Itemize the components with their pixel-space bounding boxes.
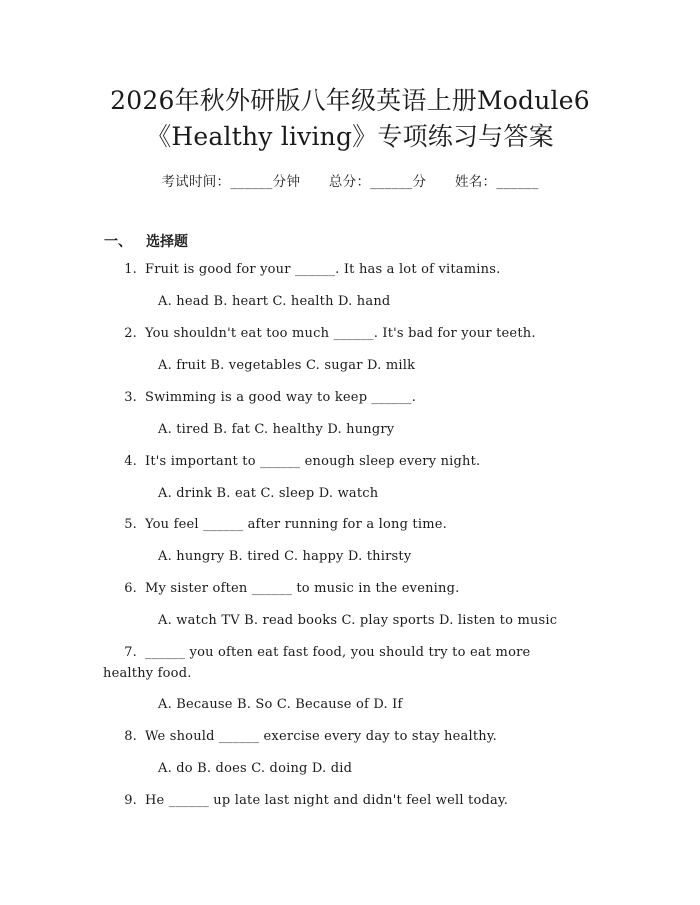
- exam-name-field: 姓名：______: [454, 174, 539, 190]
- question-4-options: A. drink B. eat C. sleep D. watch: [158, 486, 379, 501]
- question-3-options: A. tired B. fat C. healthy D. hungry: [158, 422, 395, 437]
- question-number: 5.: [124, 517, 137, 532]
- question-5-options: A. hungry B. tired C. happy D. thirsty: [158, 549, 412, 564]
- question-text: You shouldn't eat too much ______. It's bad for your teeth.: [145, 326, 536, 341]
- question-text: You feel ______ after running for a long time.: [145, 517, 447, 532]
- section-number: 一、: [104, 234, 132, 250]
- question-text: It's important to ______ enough sleep every night.: [145, 454, 481, 469]
- question-6-options: A. watch TV B. read books C. play sports D. listen to music: [158, 613, 558, 628]
- question-number: 2.: [124, 326, 137, 341]
- question-text: Fruit is good for your ______. It has a lot of vitamins.: [145, 262, 501, 277]
- document-title-line1: 2026年秋外研版八年级英语上册Module6: [110, 86, 590, 115]
- question-number: 1.: [124, 262, 137, 277]
- question-1-options: A. head B. heart C. health D. hand: [158, 294, 391, 309]
- question-number: 6.: [124, 581, 137, 596]
- exam-meta: [0, 170, 700, 190]
- question-number: 9.: [124, 793, 137, 808]
- question-text: Swimming is a good way to keep ______.: [145, 390, 417, 405]
- question-8-options: A. do B. does C. doing D. did: [158, 761, 353, 776]
- question-text: We should ______ exercise every day to stay healthy.: [145, 729, 497, 744]
- exam-score-field: 总分：______分: [328, 174, 427, 190]
- document-title-line2: 《Healthy living》专项练习与答案: [146, 122, 554, 151]
- question-number: 8.: [124, 729, 137, 744]
- question-7-continuation: healthy food.: [103, 666, 192, 681]
- question-text: He ______ up late last night and didn't feel well today.: [145, 793, 509, 808]
- question-number: 4.: [124, 454, 137, 469]
- section-heading: [104, 231, 188, 251]
- section-title: 选择题: [146, 234, 188, 250]
- question-number: 7.: [124, 645, 137, 660]
- question-7-options: A. Because B. So C. Because of D. If: [158, 697, 403, 712]
- question-text: ______ you often eat fast food, you should try to eat more: [145, 645, 531, 660]
- question-text: My sister often ______ to music in the evening.: [145, 581, 460, 596]
- question-2-options: A. fruit B. vegetables C. sugar D. milk: [158, 358, 416, 373]
- question-number: 3.: [124, 390, 137, 405]
- exam-time-field: 考试时间：______分钟: [161, 174, 301, 190]
